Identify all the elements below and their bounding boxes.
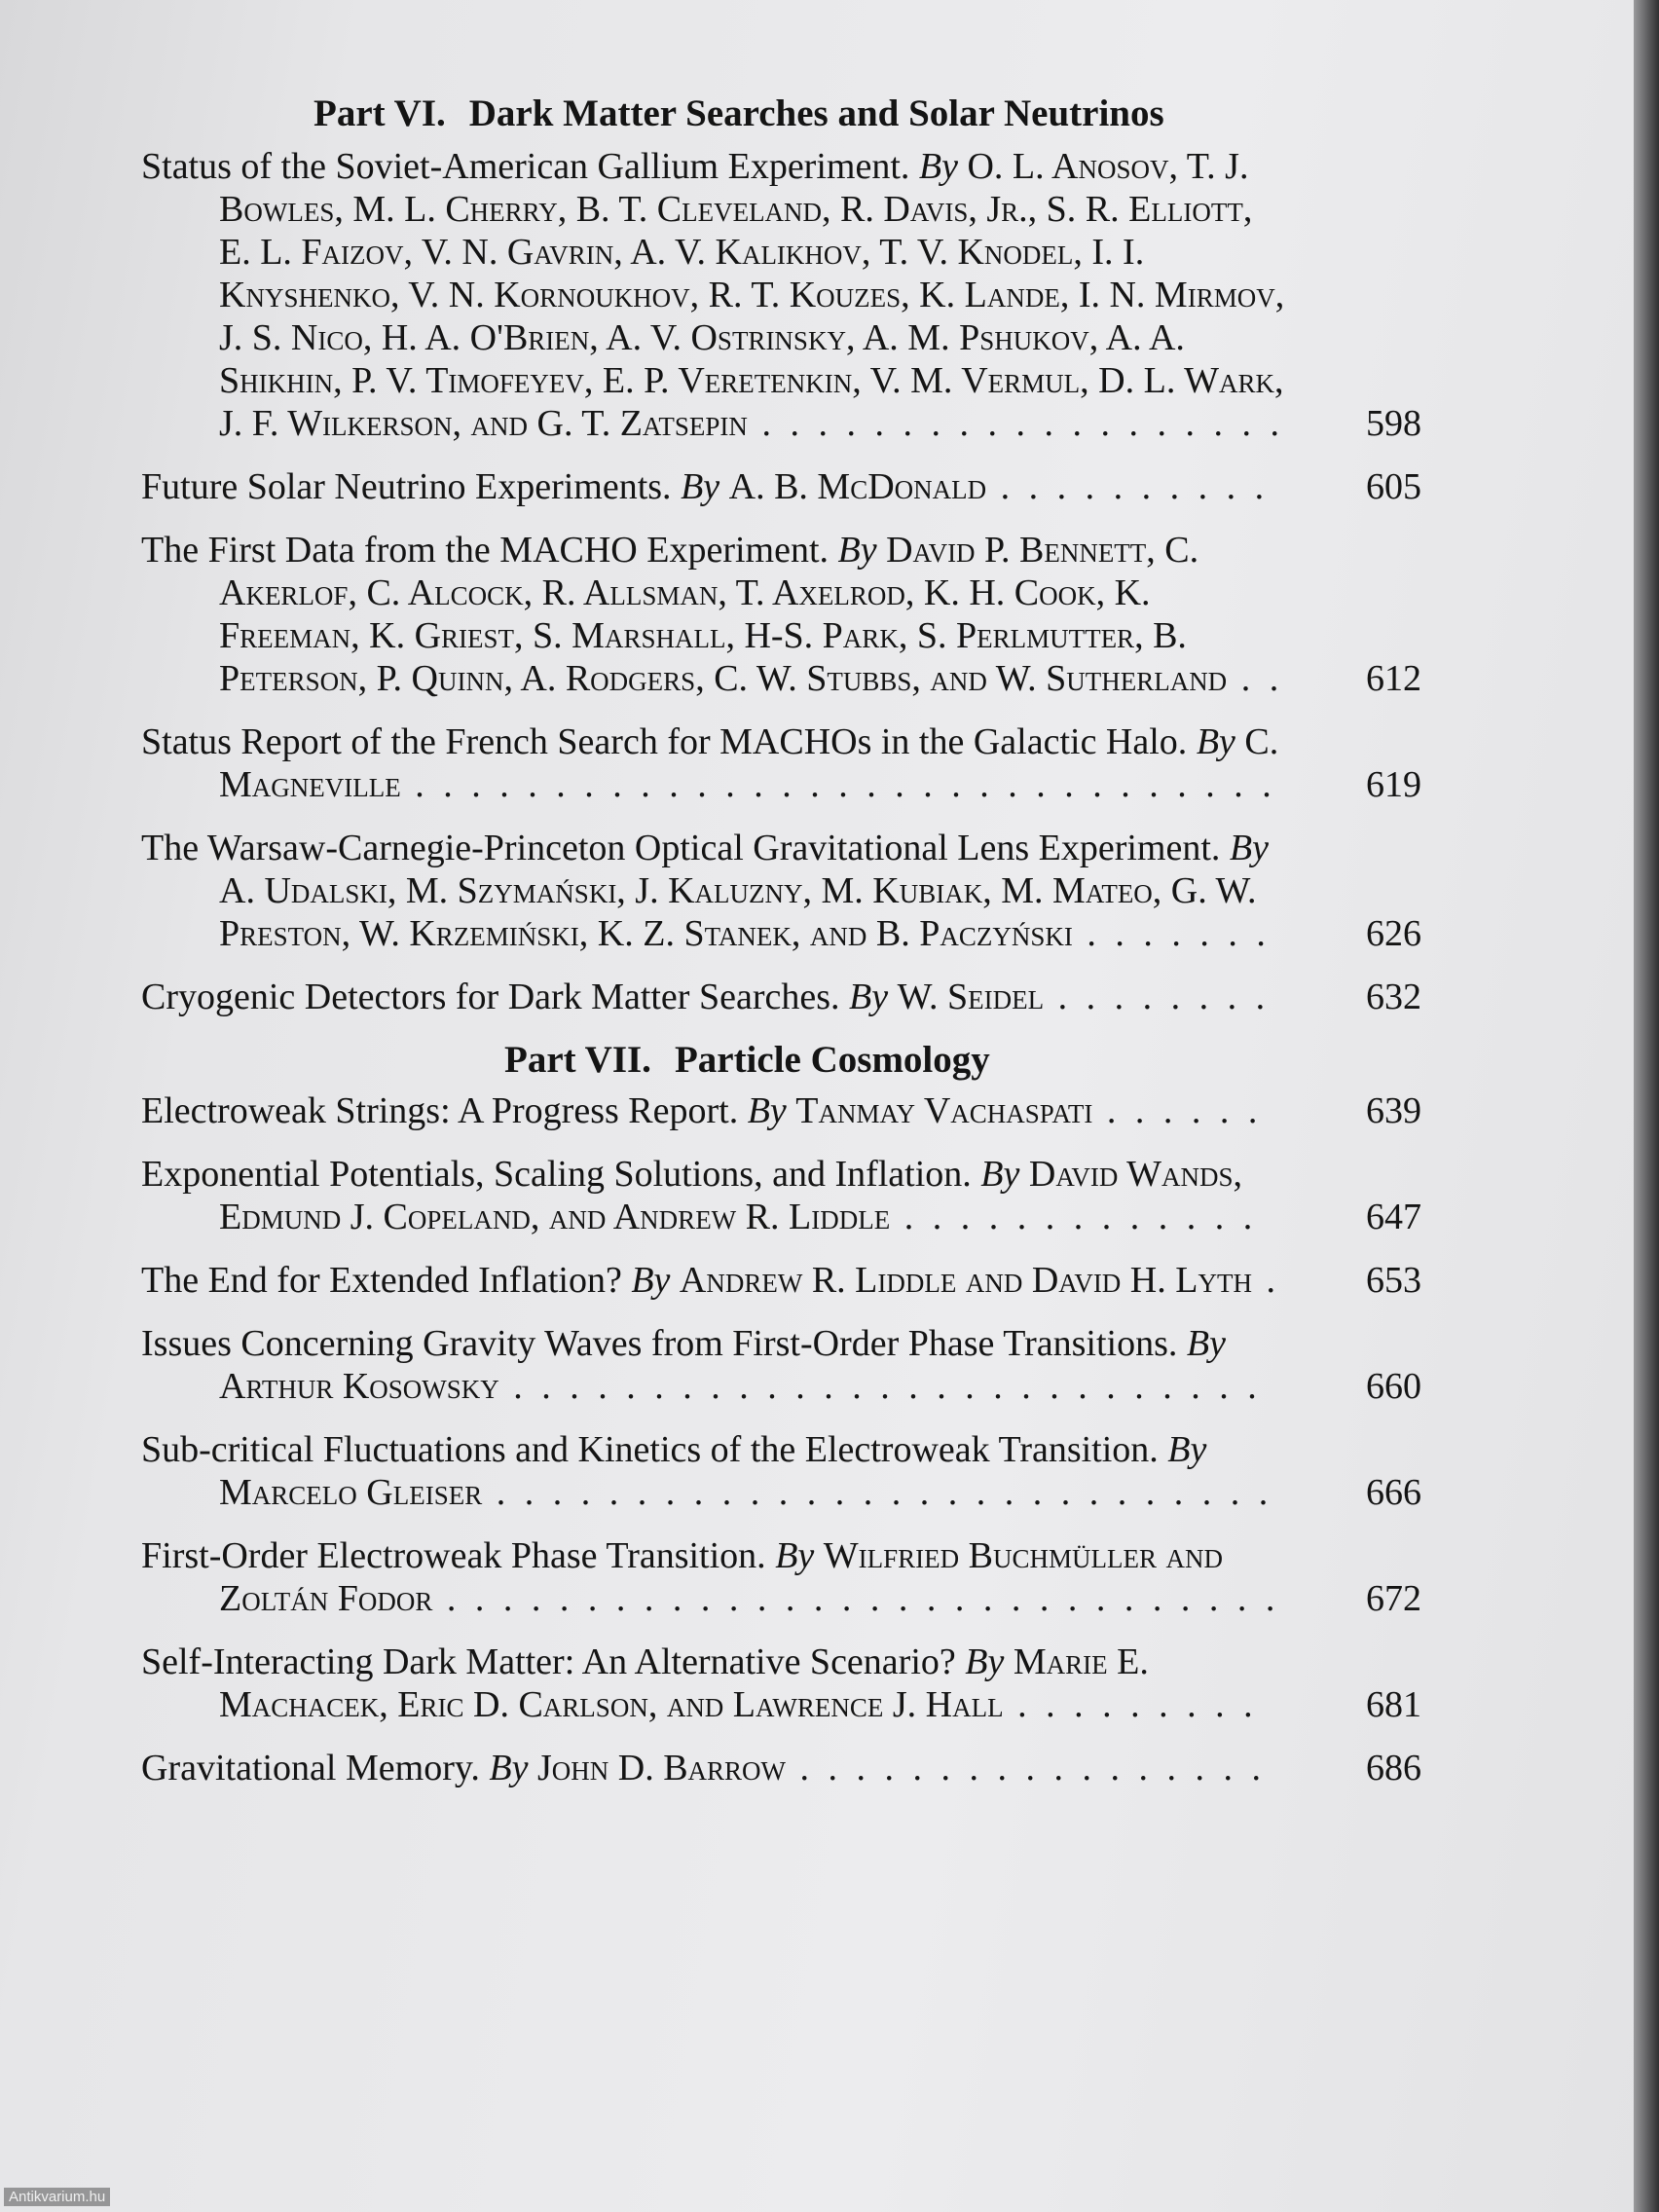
entry-authors: Wilfried Buchmüller and Zoltán Fodor bbox=[219, 1535, 1223, 1619]
dot-leader: . . . . . . . . . . . . . . . . . bbox=[786, 1748, 1267, 1788]
entry-page-number: 626 bbox=[1366, 913, 1421, 954]
entry-page-number: 686 bbox=[1366, 1748, 1421, 1788]
dot-leader: . . . . . . . . . . . . . . . . . . . . . . . . . . . . . . . bbox=[400, 764, 1276, 805]
entry-page-number: 605 bbox=[1366, 466, 1421, 507]
entry-by: By bbox=[775, 1535, 815, 1576]
entry-title: Issues Concerning Gravity Waves from First-Order Phase Transitions. bbox=[141, 1323, 1178, 1364]
entry-title: Cryogenic Detectors for Dark Matter Searches. bbox=[141, 977, 840, 1017]
entry-title: Gravitational Memory. bbox=[141, 1748, 480, 1788]
toc-entry[interactable] bbox=[141, 529, 1421, 700]
entry-page-number: 666 bbox=[1366, 1472, 1421, 1513]
entry-authors: Marie E. Machacek, Eric D. Carlson, and Lawrence J. Hall bbox=[219, 1641, 1149, 1725]
entry-by: By bbox=[1167, 1429, 1207, 1470]
toc-entry[interactable] bbox=[141, 976, 1421, 1018]
entry-title: Sub-critical Fluctuations and Kinetics of the Electroweak Transition. bbox=[141, 1429, 1159, 1470]
entry-by: By bbox=[1196, 721, 1235, 762]
dot-leader: . . . . . . . . . . bbox=[986, 466, 1270, 507]
entry-authors: Andrew R. Liddle and David H. Lyth bbox=[679, 1260, 1252, 1301]
part-label: Part VI. bbox=[313, 92, 446, 134]
entry-page-number: 612 bbox=[1366, 658, 1421, 699]
entry-by: By bbox=[681, 466, 720, 507]
dot-leader: . . . . . . . . . . . . . . . . . . . . . . . . . . . . bbox=[482, 1472, 1273, 1513]
part-label: Part VII. bbox=[504, 1039, 651, 1081]
entry-title: Status Report of the French Search for MACHOs in the Galactic Halo. bbox=[141, 721, 1188, 762]
entry-authors: W. Seidel bbox=[897, 977, 1045, 1017]
entry-by: By bbox=[1229, 828, 1269, 868]
entry-title: Future Solar Neutrino Experiments. bbox=[141, 466, 672, 507]
dot-leader: . . bbox=[1227, 658, 1284, 699]
entry-by: By bbox=[631, 1260, 671, 1301]
toc-entry[interactable] bbox=[141, 1322, 1421, 1408]
entry-by: By bbox=[918, 146, 958, 187]
toc-entry[interactable] bbox=[141, 1747, 1421, 1789]
entry-by: By bbox=[1186, 1323, 1226, 1364]
entry-authors: David P. Bennett, C. Akerlof, C. Alcock, R. Allsman, T. Axelrod, K. H. Cook, K. Freeman, K. Griest, S. Marshall, H-S. Park, S. Perlmutter, B. Peterson, P. Quinn, A. Rodgers, C. W. Stubbs, and W. Sutherland bbox=[219, 530, 1228, 699]
entry-page-number: 619 bbox=[1366, 764, 1421, 805]
entry-by: By bbox=[747, 1090, 787, 1131]
toc-entry[interactable] bbox=[141, 145, 1421, 445]
part-heading-vi bbox=[141, 92, 1421, 135]
entry-title: Status of the Soviet-American Gallium Experiment. bbox=[141, 146, 910, 187]
entry-page-number: 653 bbox=[1366, 1260, 1421, 1301]
entry-by: By bbox=[980, 1154, 1020, 1195]
entry-authors: A. B. McDonald bbox=[728, 466, 987, 507]
entry-title: Self-Interacting Dark Matter: An Alternative Scenario? bbox=[141, 1641, 956, 1682]
entry-by: By bbox=[849, 977, 889, 1017]
toc-entry[interactable] bbox=[141, 1153, 1421, 1238]
dot-leader: . . . . . . . . . bbox=[1003, 1684, 1258, 1725]
toc-entry[interactable] bbox=[141, 1534, 1421, 1620]
toc-entry[interactable] bbox=[141, 465, 1421, 508]
entry-page-number: 632 bbox=[1366, 977, 1421, 1017]
entry-authors: A. Udalski, M. Szymański, J. Kaluzny, M. Kubiak, M. Mateo, G. W. Preston, W. Krzemiński, K. Z. Stanek, and B. Paczyński bbox=[219, 870, 1257, 954]
entry-authors: Arthur Kosowsky bbox=[219, 1366, 499, 1407]
toc-entry[interactable] bbox=[141, 720, 1421, 806]
part-vi-entries bbox=[141, 145, 1421, 1018]
dot-leader: . . . . . . bbox=[1092, 1090, 1263, 1131]
part-vii-entries bbox=[141, 1089, 1421, 1789]
dot-leader: . . . . . . . . . . . . . . . . . . . bbox=[747, 403, 1284, 444]
entry-by: By bbox=[837, 530, 877, 571]
entry-authors: C. Magneville bbox=[219, 721, 1279, 805]
part-title: Dark Matter Searches and Solar Neutrinos bbox=[468, 92, 1164, 134]
entry-title: The First Data from the MACHO Experiment. bbox=[141, 530, 830, 571]
entry-by: By bbox=[965, 1641, 1005, 1682]
part-title: Particle Cosmology bbox=[674, 1039, 990, 1081]
dot-leader: . . . . . . . . bbox=[1044, 977, 1271, 1017]
entry-page-number: 681 bbox=[1366, 1684, 1421, 1725]
entry-page-number: 598 bbox=[1366, 403, 1421, 444]
table-of-contents bbox=[141, 92, 1421, 1810]
entry-authors: O. L. Anosov, T. J. Bowles, M. L. Cherry, B. T. Cleveland, R. Davis, Jr., S. R. Elliott, E. L. Faizov, V. N. Gavrin, A. V. Kalikhov, T. V. Knodel, I. I. Knyshenko, V. N. Kornoukhov, R. T. Kouzes, K. Lande, I. N. Mirmov, J. S. Nico, H. A. O'Brien, A. V. Ostrinsky, A. M. Pshukov, A. A. Shikhin, P. V. Timofeyev, E. P. Veretenkin, V. M. Vermul, D. L. Wark, J. F. Wilkerson, and G. T. Zatsepin bbox=[219, 146, 1285, 444]
entry-authors: Marcelo Gleiser bbox=[219, 1472, 483, 1513]
entry-authors: David Wands, Edmund J. Copeland, and Andrew R. Liddle bbox=[219, 1154, 1243, 1237]
page-edge-shadow bbox=[1634, 0, 1659, 2212]
entry-page-number: 639 bbox=[1366, 1090, 1421, 1131]
toc-entry[interactable] bbox=[141, 1259, 1421, 1302]
dot-leader: . bbox=[1251, 1260, 1280, 1301]
entry-title: Electroweak Strings: A Progress Report. bbox=[141, 1090, 739, 1131]
dot-leader: . . . . . . . . . . . . . bbox=[890, 1197, 1258, 1237]
entry-page-number: 647 bbox=[1366, 1197, 1421, 1237]
dot-leader: . . . . . . . bbox=[1072, 913, 1271, 954]
entry-page-number: 672 bbox=[1366, 1578, 1421, 1619]
watermark: Antikvarium.hu bbox=[4, 2188, 110, 2206]
toc-entry[interactable] bbox=[141, 827, 1421, 955]
entry-title: Exponential Potentials, Scaling Solutions, and Inflation. bbox=[141, 1154, 972, 1195]
toc-entry[interactable] bbox=[141, 1089, 1421, 1132]
entry-title: The End for Extended Inflation? bbox=[141, 1260, 622, 1301]
entry-page-number: 660 bbox=[1366, 1366, 1421, 1407]
part-heading-vii bbox=[141, 1039, 1421, 1082]
entry-authors: John D. Barrow bbox=[536, 1748, 787, 1788]
dot-leader: . . . . . . . . . . . . . . . . . . . . . . . . . . . bbox=[498, 1366, 1262, 1407]
dot-leader: . . . . . . . . . . . . . . . . . . . . . . . . . . . . . . bbox=[432, 1578, 1280, 1619]
entry-title: First-Order Electroweak Phase Transition. bbox=[141, 1535, 766, 1576]
entry-title: The Warsaw-Carnegie-Princeton Optical Gravitational Lens Experiment. bbox=[141, 828, 1221, 868]
entry-authors: Tanmay Vachaspati bbox=[795, 1090, 1093, 1131]
toc-entry[interactable] bbox=[141, 1641, 1421, 1726]
toc-entry[interactable] bbox=[141, 1428, 1421, 1514]
entry-by: By bbox=[489, 1748, 529, 1788]
